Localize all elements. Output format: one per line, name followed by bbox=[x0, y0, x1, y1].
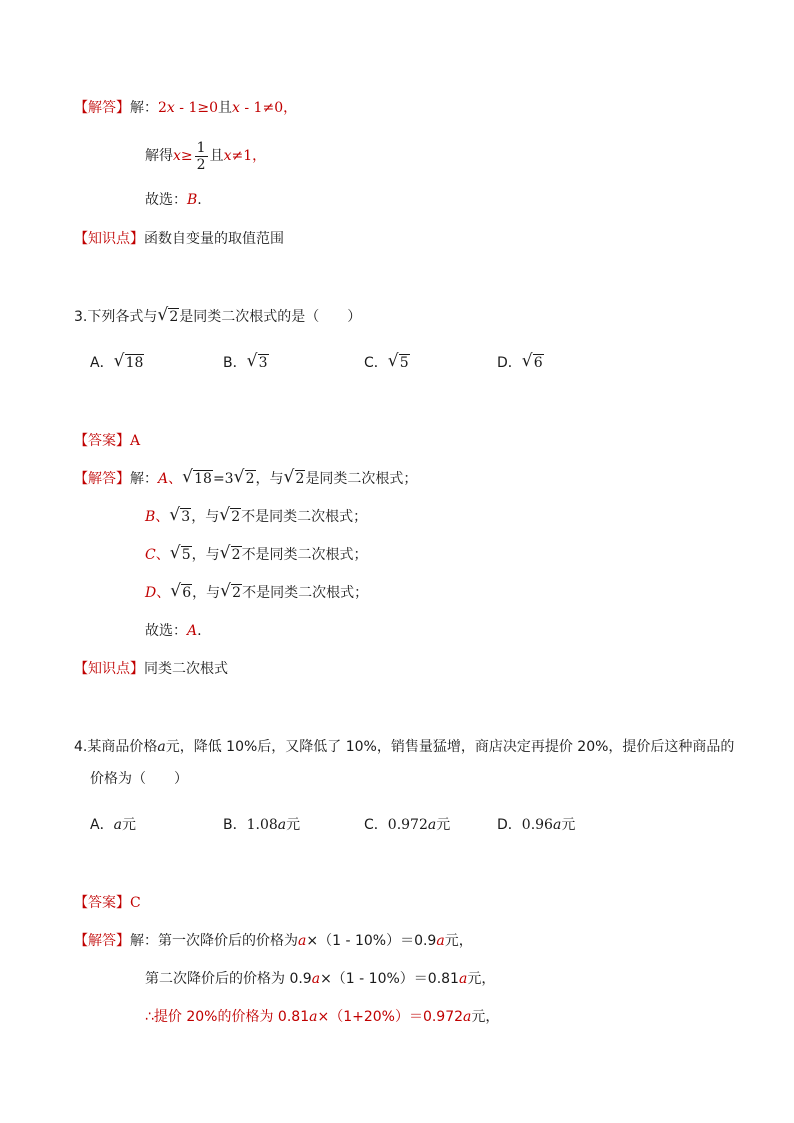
q3-option-a[interactable]: A．√ 18 bbox=[90, 353, 144, 373]
q4-stem-line2: 价格为（ ） bbox=[90, 771, 188, 787]
q2-final-choice: 故选：B. bbox=[145, 192, 202, 208]
q2-knowledge-point: 【知识点】函数自变量的取值范围 bbox=[74, 231, 284, 247]
q3-solution-line2: B、√ 3，与√ 2不是同类二次根式； bbox=[145, 507, 367, 527]
sqrt: √ 2 bbox=[158, 307, 179, 327]
q4-stem-line1: 4.某商品价格a元，降低 10%后，又降低了 10%，销售量猛增，商店决定再提价 20%，提价后这种商品的 bbox=[74, 739, 735, 755]
q4-solution-line3: ∴提价 20%的价格为 0.81a×（1+20%）＝0.972a元， bbox=[145, 1009, 500, 1025]
knowledge-point-tag: 【知识点】 bbox=[74, 661, 144, 677]
q3-answer: 【答案】A bbox=[74, 433, 141, 449]
q2-solution-line2: 解得x≥ $\frac{1}{2}$ 且x≠1， bbox=[145, 139, 267, 173]
q3-option-b[interactable]: B．√ 3 bbox=[223, 353, 269, 373]
q3-solution-line3: C、√ 5，与√ 2不是同类二次根式； bbox=[145, 545, 368, 565]
q3-option-d[interactable]: D．√ 6 bbox=[497, 353, 544, 373]
q4-option-b[interactable]: B．1.08a元 bbox=[223, 817, 301, 833]
q4-option-c[interactable]: C．0.972a元 bbox=[364, 817, 451, 833]
q4-solution-line2: 第二次降价后的价格为 0.9a×（1 - 10%）＝0.81a元， bbox=[145, 971, 496, 987]
q3-knowledge-point: 【知识点】同类二次根式 bbox=[74, 661, 228, 677]
answer-explanation-tag: 【解答】 bbox=[74, 471, 130, 487]
answer-explanation-tag: 【解答】 bbox=[74, 933, 130, 949]
q3-option-c[interactable]: C．√ 5 bbox=[364, 353, 410, 373]
q2-solution-line1: 【解答】解：2x - 1≥0且x - 1≠0， bbox=[74, 100, 298, 116]
q4-option-d[interactable]: D．0.96a元 bbox=[497, 817, 576, 833]
q4-answer: 【答案】C bbox=[74, 895, 141, 911]
q4-solution-line1: 【解答】解：第一次降价后的价格为a×（1 - 10%）＝0.9a元， bbox=[74, 933, 473, 949]
answer-explanation-tag: 【解答】 bbox=[74, 100, 130, 116]
knowledge-point-tag: 【知识点】 bbox=[74, 231, 144, 247]
answer-tag: 【答案】 bbox=[74, 895, 130, 911]
q3-solution-line1: 【解答】解：A、√ 18=3√ 2，与√ 2是同类二次根式； bbox=[74, 469, 417, 489]
q4-option-a[interactable]: A．a元 bbox=[90, 817, 136, 833]
q3-final-choice: 故选：A. bbox=[145, 623, 202, 639]
answer-tag: 【答案】 bbox=[74, 433, 130, 449]
q3-solution-line4: D、√ 6，与√ 2不是同类二次根式； bbox=[145, 583, 368, 603]
q3-stem: 3.下列各式与√ 2是同类二次根式的是（ ） bbox=[74, 307, 361, 327]
fraction-one-half: $\frac{1}{2}$ bbox=[196, 139, 206, 173]
